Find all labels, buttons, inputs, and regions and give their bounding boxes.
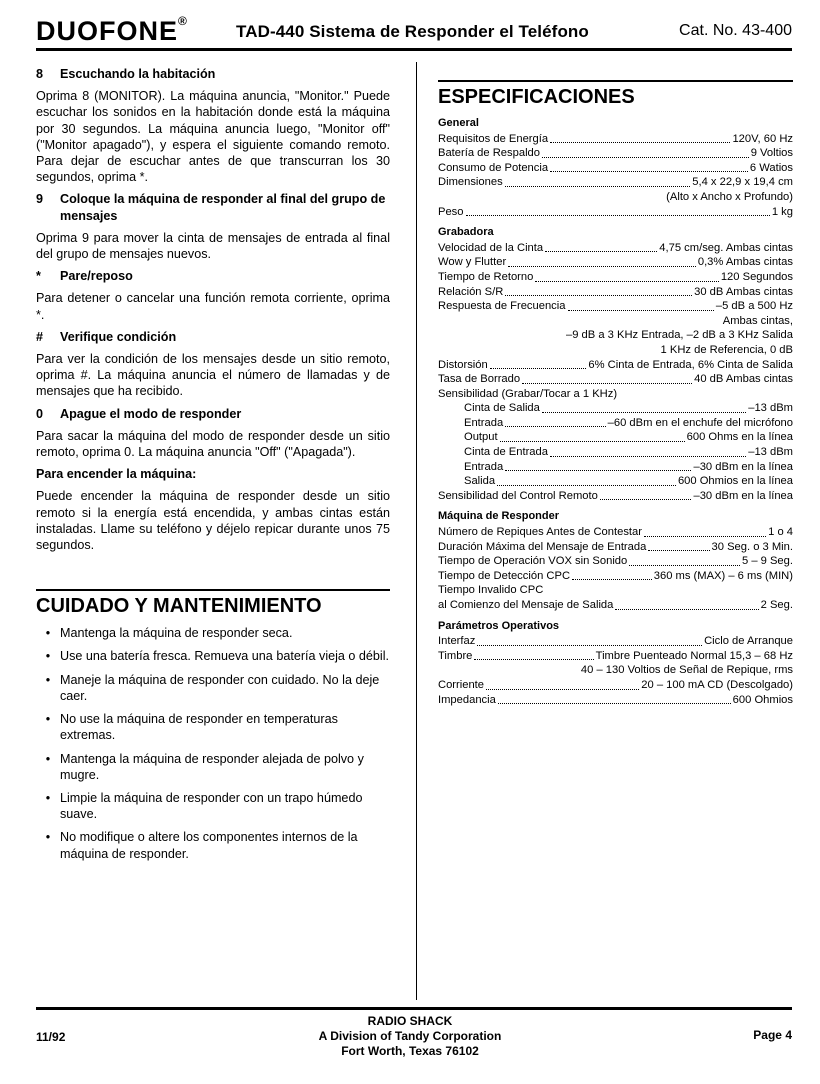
item-text: Oprima 8 (MONITOR). La máquina anuncia, "Monitor." Puede escuchar los sonidos en la habitación donde está la máquina por 30 segundos. La máquina anuncia luego, "Monitor off" ("Monitor apagado"), y espera el siguiente comando remoto. Para dejar de escuchar antes de que transcurran los 30 segundos, oprima *. <box>36 89 390 185</box>
spec-row: Sensibilidad del Control Remoto –30 dBm en la línea <box>438 489 793 502</box>
item-heading: * Pare/reposo <box>36 269 133 284</box>
spec-group-title: Grabadora <box>438 226 494 239</box>
spec-row: Output 600 Ohms en la línea <box>464 431 793 444</box>
item-text: Para detener o cancelar una función remota corriente, oprima *. <box>36 291 390 322</box>
item-heading: # Verifique condición <box>36 329 177 344</box>
spec-row: Respuesta de Frecuencia –5 dB a 500 Hz <box>438 300 793 313</box>
spec-row: Tiempo de Detección CPC 360 ms (MAX) – 6 ms (MIN) <box>438 569 793 582</box>
list-item: • Mantenga la máquina de responder seca. <box>45 626 293 641</box>
item-text: Para sacar la máquina del modo de responder desde un sitio remoto, oprima 0. La máquina anuncia "Off" ("Apagada"). <box>36 428 390 460</box>
document-title: TAD-440 Sistema de Responder el Teléfono <box>236 22 589 41</box>
spec-row: Batería de Respaldo 9 Voltios <box>438 147 793 160</box>
spec-row: Duración Máxima del Mensaje de Entrada 30 Seg. o 3 Min. <box>438 540 793 553</box>
power-on-heading: Para encender la máquina: <box>36 467 197 482</box>
spec-row: Relación S/R 30 dB Ambas cintas <box>438 285 793 298</box>
spec-row: Corriente 20 – 100 mA CD (Descolgado) <box>438 678 793 691</box>
list-item: • No modifique o altere los componentes internos de la máquina de responder. <box>45 830 358 861</box>
spec-row: Tiempo de Operación VOX sin Sonido 5 – 9 Seg. <box>438 555 793 568</box>
spec-note: 1 KHz de Referencia, 0 dB <box>660 343 793 356</box>
footer-date: 11/92 <box>36 1030 66 1044</box>
spec-row: Entrada –30 dBm en la línea <box>464 460 793 473</box>
spec-row: Entrada –60 dBm en el enchufe del micrófono <box>464 416 793 429</box>
page-number: Page 4 <box>753 1028 792 1042</box>
brand-logo: DUOFONE® <box>36 14 188 46</box>
item-heading: 0 Apague el modo de responder <box>36 406 242 421</box>
spec-row: Timbre Timbre Puenteado Normal 15,3 – 68 Hz <box>438 649 793 662</box>
footer-publisher <box>0 1014 820 1059</box>
list-item: • Mantenga la máquina de responder alejada de polvo y mugre. <box>45 751 364 782</box>
footer-rule <box>36 1007 792 1010</box>
spec-row: Dimensiones 5,4 x 22,9 x 19,4 cm <box>438 176 793 189</box>
catalog-number: Cat. No. 43-400 <box>679 22 792 39</box>
column-divider <box>416 62 417 1000</box>
spec-row: Cinta de Salida –13 dBm <box>464 402 793 415</box>
list-item: • Limpie la máquina de responder con un trapo húmedo suave. <box>45 790 363 822</box>
spec-group-title: General <box>438 117 479 129</box>
spec-row: Wow y Flutter 0,3% Ambas cintas <box>438 256 793 269</box>
spec-row: Peso 1 kg <box>438 205 793 218</box>
spec-note: Ambas cintas, <box>722 314 793 327</box>
item-text: Para ver la condición de los mensajes desde un sitio remoto, oprima #. La máquina anuncia el número de llamadas y de mensajes que ha recibido. <box>36 352 390 399</box>
spec-row: Consumo de Potencia 6 Watios <box>438 161 793 174</box>
spec-row: Número de Repiques Antes de Contestar 1 o 4 <box>438 526 793 539</box>
spec-row: al Comienzo del Mensaje de Salida 2 Seg. <box>438 599 793 611</box>
specifications-column <box>438 80 793 707</box>
publisher-name: RADIO SHACK <box>367 1014 453 1028</box>
spec-row: Salida 600 Ohmios en la línea <box>464 475 793 488</box>
care-list <box>36 625 390 861</box>
item-heading: 8 Escuchando la habitación <box>36 67 216 81</box>
spec-group-title: Parámetros Operativos <box>438 619 560 632</box>
list-item: • Use una batería fresca. Remueva una batería vieja o débil. <box>45 649 390 664</box>
spec-row: Impedancia 600 Ohmios <box>438 693 793 706</box>
spec-row: Tasa de Borrado 40 dB Ambas cintas <box>438 373 793 386</box>
care-section-title: CUIDADO Y MANTENIMIENTO <box>36 589 390 619</box>
spec-row: Distorsión 6% Cinta de Entrada, 6% Cinta de Salida <box>438 358 793 371</box>
spec-note: (Alto x Ancho x Profundo) <box>666 190 793 203</box>
spec-note: –9 dB a 3 KHz Entrada, –2 dB a 3 KHz Salida <box>566 329 793 342</box>
item-text: Oprima 9 para mover la cinta de mensajes de entrada al final del grupo de mensajes nuevos. <box>36 230 390 262</box>
publisher-division: A Division of Tandy Corporation <box>318 1029 502 1043</box>
spec-label: Tiempo Invalido CPC <box>438 584 544 597</box>
list-item: • Maneje la máquina de responder con cuidado. No la deje caer. <box>45 672 380 703</box>
left-column <box>36 66 390 869</box>
header-rule <box>36 48 792 51</box>
spec-row: Velocidad de la Cinta 4,75 cm/seg. Ambas cintas <box>438 241 793 254</box>
publisher-address: Fort Worth, Texas 76102 <box>341 1044 479 1058</box>
power-on-text: Puede encender la máquina de responder desde un sitio remoto si la energía está encendida, y ambas cintas están instaladas. Llame su teléfono y déjelo repicar durante unos 75 segundos. <box>36 489 390 553</box>
spec-row: Requisitos de Energía 120V, 60 Hz <box>438 132 793 145</box>
sensitivity-heading: Sensibilidad (Grabar/Tocar a 1 KHz) <box>438 387 618 400</box>
list-item: • No use la máquina de responder en temperaturas extremas. <box>45 712 338 743</box>
spec-row: Cinta de Entrada –13 dBm <box>464 446 793 459</box>
spec-row: Tiempo de Retorno 120 Segundos <box>438 270 793 283</box>
spec-row: Interfaz Ciclo de Arranque <box>438 635 793 648</box>
spec-group-title: Máquina de Responder <box>438 510 560 523</box>
item-heading: 9 Coloque la máquina de responder al final del grupo de mensajes <box>36 192 386 223</box>
spec-note: 40 – 130 Voltios de Señal de Repique, rms <box>580 664 793 677</box>
specifications-title: ESPECIFICACIONES <box>438 80 793 110</box>
